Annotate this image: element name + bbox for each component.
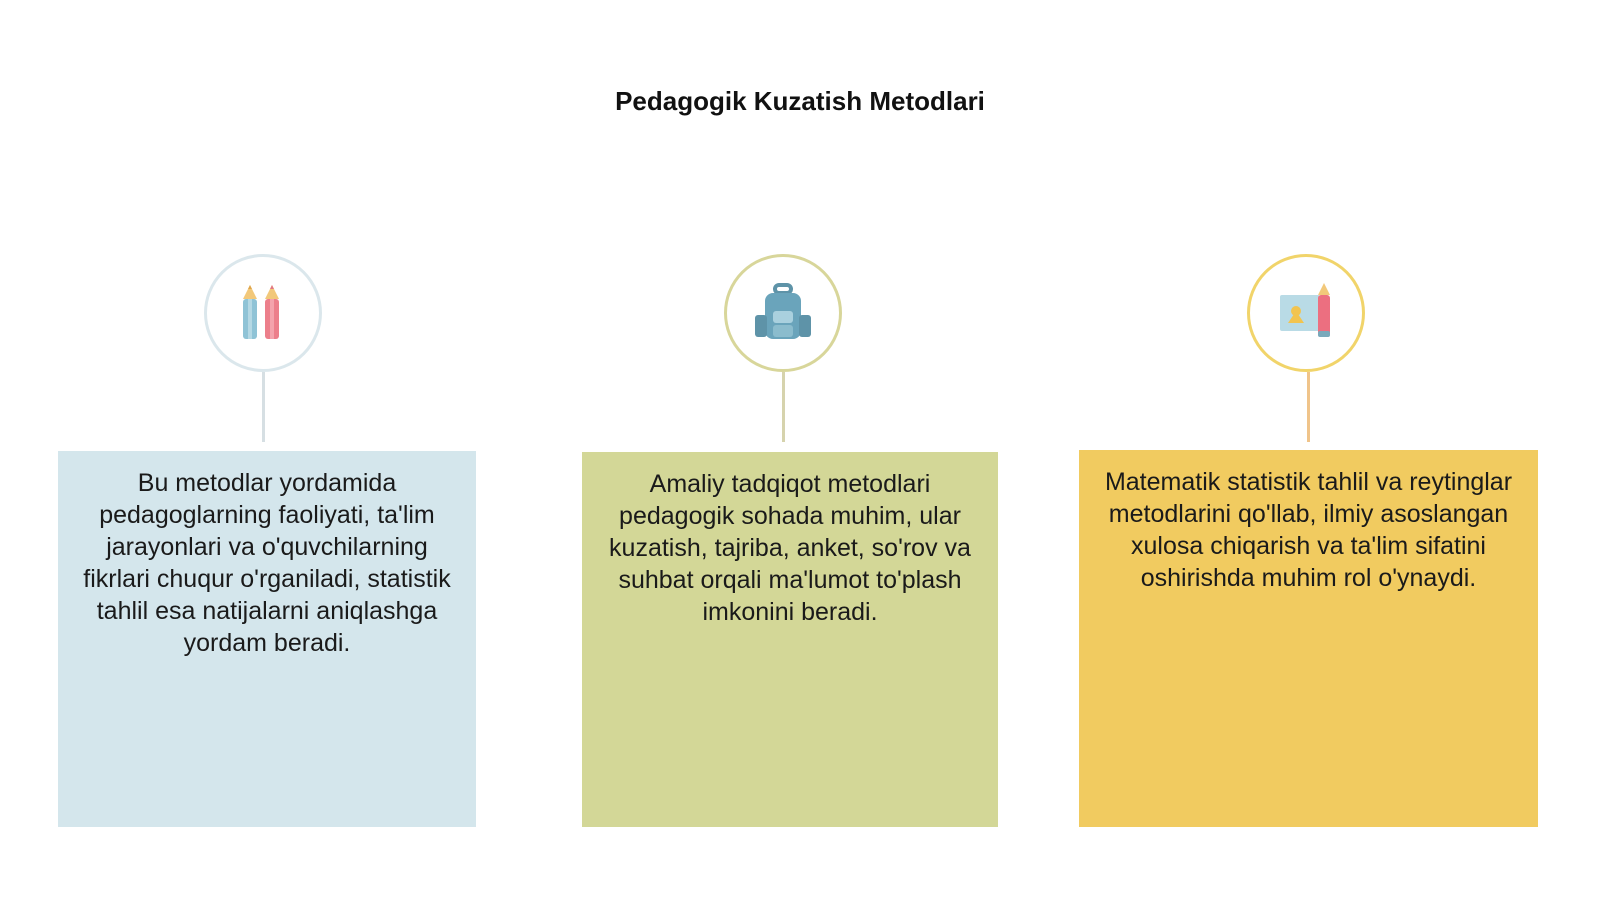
connector-1 <box>262 372 265 442</box>
card-text-3: Matematik statistik tahlil va reytinglar metodlarini qo'llab, ilmiy asoslangan xulosa chiqarish va ta'lim sifatini oshirishda muhim rol o'ynaydi. <box>1104 468 1513 592</box>
card-text-1: Bu metodlar yordamida pedagoglarning faoliyati, ta'lim jarayonlari va o'quvchilarning fikrlari chuqur o'rganiladi, statistik tahlil esa natijalarni aniqlashga yordam beradi. <box>83 469 451 657</box>
connector-3 <box>1307 372 1310 442</box>
page-title: Pedagogik Kuzatish Metodlari <box>615 86 985 116</box>
icon-circle-3 <box>1247 254 1365 372</box>
drawing-pencil-icon <box>1274 281 1338 345</box>
method-card-3 <box>1079 450 1538 827</box>
icon-circle-1 <box>204 254 322 372</box>
card-text-2: Amaliy tadqiqot metodlari pedagogik sohada muhim, ular kuzatish, tajriba, anket, so'rov va suhbat orqali ma'lumot to'plash imkonini beradi. <box>609 470 971 626</box>
method-card-2 <box>582 452 998 827</box>
backpack-icon <box>751 281 815 345</box>
method-card-1 <box>58 451 476 827</box>
pencils-icon <box>233 281 293 345</box>
icon-circle-2 <box>724 254 842 372</box>
connector-2 <box>782 372 785 442</box>
